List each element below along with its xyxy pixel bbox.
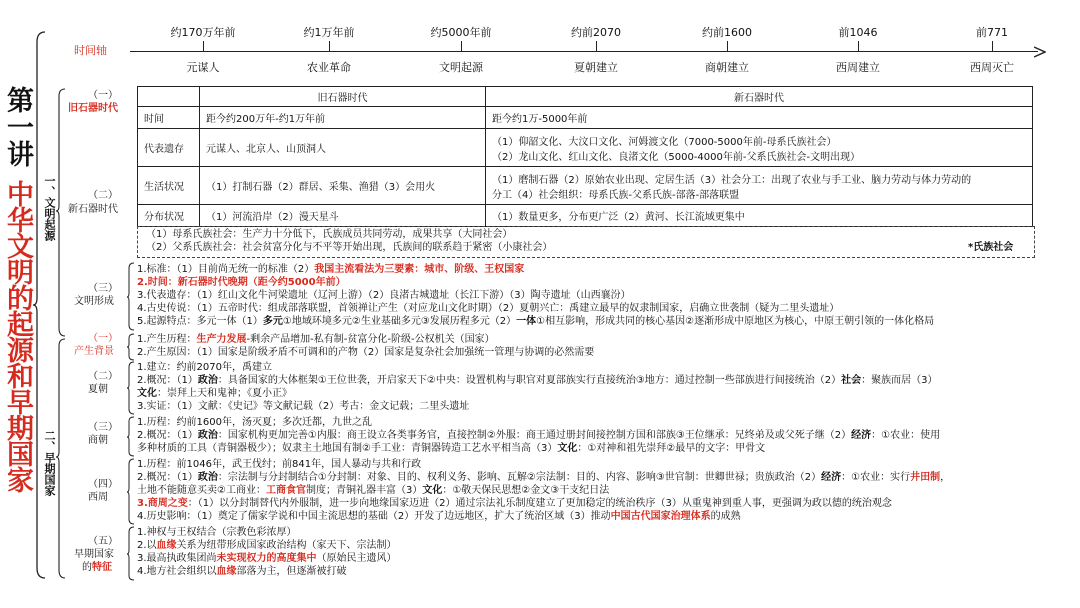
- bg-line1: [137, 334, 495, 346]
- xia-line2: [137, 375, 938, 387]
- civ-line3: 3.代表遗存：（1）红山文化牛河梁遗址（辽河上游）（2）良渚古城遗址（长江下游）（3）陶寺遗址（山西襄汾）: [137, 290, 631, 301]
- sub1-label: 旧石器时代: [68, 103, 118, 114]
- shang-economy: 经济: [851, 430, 872, 441]
- timeline-date: 前1046: [838, 26, 878, 39]
- sub2-num: （二）: [88, 190, 118, 201]
- feat-power: 未实现权力的高度集中: [216, 553, 317, 564]
- xia-culture-text: ：崇拜上天和鬼神；《夏小正》: [157, 388, 292, 399]
- new-cell: [486, 129, 1033, 167]
- feat-line3-c: （原始民主遗风）: [316, 553, 397, 564]
- zhou-overview: 2.概况：（1）: [137, 472, 198, 483]
- xia-line3: [137, 388, 292, 400]
- old-cell: （1）河流沿岸（2）漫天星斗: [200, 205, 486, 227]
- timeline-tick: [727, 41, 728, 51]
- timeline-event: 西周建立: [836, 61, 880, 74]
- civ-feature-c: ①地域环境多元②生业基础多元③发展历程多元（2）: [282, 316, 517, 327]
- new-cell-line: （1）仰韶文化、大汶口文化、河姆渡文化（7000-5000年前-母系氏族社会）: [492, 136, 837, 148]
- section1-bracket: [56, 88, 66, 338]
- xia-label: 夏朝: [88, 384, 108, 395]
- timeline-event: 夏朝建立: [574, 61, 618, 74]
- civ-line1: [137, 264, 524, 276]
- table-row: [138, 129, 1033, 167]
- feat-blood2: 血缘: [216, 566, 237, 577]
- feat-line2-c: 关系为纽带形成国家政治结构（家天下、宗法制）: [176, 540, 397, 551]
- shang-num: （三）: [88, 422, 118, 433]
- bg-line2: 2.产生原因：（1）国家是阶级矛盾不可调和的产物（2）国家是复杂社会加强统一管理与协调的必然需要: [137, 347, 595, 358]
- feat-line4-a: 4.地方社会组织以: [137, 566, 217, 577]
- new-cell-line: （1）磨制石器（2）原始农业出现、定居生活（3）社会分工：出现了农业与手工业、脑力劳动与体力劳动的: [492, 174, 972, 186]
- shang-economy-text: ：①农业：使用: [871, 430, 941, 441]
- lecture-title: 中华文明的起源和早期国家: [2, 180, 33, 492]
- zhou-line4: [137, 498, 892, 510]
- new-cell-line: （2）龙山文化、红山文化、良渚文化（5000-4000年前-父系氏族社会-文明出现）: [492, 151, 861, 163]
- sub3-bracket: [127, 262, 135, 332]
- zhou-shang-change: 3.商周之变: [137, 498, 188, 509]
- table-row: [138, 167, 1033, 205]
- feat-line2: [137, 540, 397, 552]
- new-cell: （1）数量更多，分布更广泛（2）黄河、长江流域更集中: [486, 205, 1033, 227]
- bg-label: 产生背景: [74, 346, 114, 357]
- shang-line1: 1.历程：约前1600年，汤灭夏；多次迁都，九世之乱: [137, 417, 372, 428]
- zhou-land: 土地不能随意买卖②工商业：: [137, 485, 266, 496]
- table-header-old: 旧石器时代: [200, 87, 486, 107]
- shang-politics: 政治: [197, 430, 218, 441]
- timeline-arrow-icon: [1034, 46, 1046, 58]
- civ-line4: 4.古史传说：（1）五帝时代：组成部落联盟，首领禅让产生（对应龙山文化时期）（2）夏朝兴亡：禹建立最早的奴隶制国家，启确立世袭制（疑为二里头遗址）: [137, 303, 840, 314]
- table-row: [138, 205, 1033, 227]
- zhou-official-trade: 工商食官: [265, 485, 306, 496]
- shang-overview: 2.概况：（1）: [137, 430, 198, 441]
- zhou-num: （四）: [88, 479, 118, 490]
- section2-label: 二、早期国家: [43, 430, 56, 496]
- shang-bracket: [127, 416, 135, 458]
- xia-society: 社会: [841, 375, 862, 386]
- old-cell: （1）打制石器（2）群居、采集、渔猎（3）会用火: [200, 167, 486, 205]
- zhou-label: 西周: [88, 492, 108, 503]
- sub1-num: （一）: [88, 90, 118, 101]
- feat-label2-feature: 特征: [92, 562, 112, 573]
- feat-line3: [137, 553, 397, 565]
- xia-line1: 1.建立：约前2070年，禹建立: [137, 362, 272, 373]
- xia-politics-text: ：具备国家的大体框架①王位世袭，开启家天下②中央：设置机构与职官对夏部族实行直接统治③地方：通过控制一些部族进行间接统治（2）: [217, 375, 842, 386]
- shang-tools: 多种材质的工具（青铜器极少）；奴隶主土地国有制②手工业：青铜器铸造工艺水平相当高（3）: [137, 443, 558, 454]
- bg-bracket: [127, 333, 135, 361]
- zhou-bracket: [127, 458, 135, 526]
- zhou-shang-change-text: ：（1）以分封制替代内外服制，进一步向地缘国家迈进（2）通过宗法礼乐制度建立了更加稳定的统治秩序（3）从重鬼神到重人事，更强调为政以德的统治观念: [187, 498, 892, 509]
- xia-culture: 文化: [137, 388, 157, 399]
- zhou-impact-end: 的成熟: [710, 511, 741, 522]
- civ-feature-a: 5.起源特点：多元一体（1）: [137, 316, 263, 327]
- shang-culture-text: ：①对神和祖先崇拜②最早的文字：甲骨文: [577, 443, 766, 454]
- zhou-line2: [137, 472, 950, 484]
- shang-label: 商朝: [88, 435, 108, 446]
- section2-bracket: [56, 338, 66, 580]
- bg-productivity: 生产力发展: [196, 334, 247, 345]
- feat-line4-c: 部落为主，但逐渐被打破: [236, 566, 347, 577]
- row-label: 时间: [138, 107, 200, 129]
- xia-society-text: ：聚族而居（3）: [861, 375, 938, 386]
- timeline-axis: [130, 51, 1038, 52]
- timeline-date: 约1万年前: [303, 26, 355, 39]
- timeline-date: 约5000年前: [430, 26, 492, 39]
- feat-blood: 血缘: [156, 540, 177, 551]
- zhou-well-field: 井田制: [910, 472, 941, 483]
- civ-feature-b: 多元: [262, 316, 283, 327]
- row-label: 分布状况: [138, 205, 200, 227]
- timeline-event: 西周灭亡: [970, 61, 1014, 74]
- civ-line2: 2.时间：新石器时代晚期（距今约5000年前）: [137, 277, 346, 288]
- xia-line4: 3.实证：（1）文献：《史记》等文献记载（2）考古：金文记载；二里头遗址: [137, 401, 470, 412]
- timeline-event: 农业革命: [307, 61, 351, 74]
- clan-line2: （2）父系氏族社会：社会贫富分化与不平等开始出现，氏族间的联系趋于紧密（小康社会）: [146, 242, 553, 253]
- timeline-tick: [203, 41, 204, 51]
- timeline-tick: [329, 41, 330, 51]
- lecture-number: 第一讲: [2, 86, 33, 167]
- zhou-line3: [137, 485, 609, 497]
- table-row: [138, 107, 1033, 129]
- comparison-table: [137, 86, 1033, 227]
- shang-politics-text: ：国家机构更加完善①内服：商王设立各类事务官，直接控制②外服：商王通过册封间接控制方国和部族③王位继承：兄终弟及或父死子继（2）: [217, 430, 852, 441]
- zhou-line1: 1.历程：前1046年，武王伐纣；前841年，国人暴动与共和行政: [137, 459, 422, 470]
- table-corner: [138, 87, 200, 107]
- zhou-economy-text: ：①农业：实行: [841, 472, 911, 483]
- zhou-comma: ，: [940, 472, 951, 483]
- xia-politics: 政治: [197, 375, 218, 386]
- zhou-economy: 经济: [821, 472, 842, 483]
- civ-line5: [137, 316, 934, 328]
- civ-feature-e: ①相互影响，形成共同的核心基因②逐渐形成中原地区为核心，中原王朝引领的一体化格局: [536, 316, 935, 327]
- feat-line3-a: 3.最高执政集团尚: [137, 553, 217, 564]
- shang-line3: [137, 443, 765, 455]
- feat-line4: [137, 566, 347, 578]
- feat-bracket: [127, 526, 135, 582]
- bg-process-rest: -剩余产品增加-私有制-贫富分化-阶级-公权机关（国家）: [246, 334, 495, 345]
- bg-num: （一）: [88, 333, 118, 344]
- xia-bracket: [127, 361, 135, 416]
- zhou-politics: 政治: [197, 472, 218, 483]
- civ-feature-d: 一体: [516, 316, 537, 327]
- feat-label2: [82, 562, 112, 574]
- xia-overview: 2.概况：（1）: [137, 375, 198, 386]
- timeline-date: 前771: [976, 26, 1008, 39]
- timeline-tick: [596, 41, 597, 51]
- zhou-culture: 文化: [422, 485, 443, 496]
- timeline-event: 商朝建立: [705, 61, 749, 74]
- section1-label: 一、文明起源: [43, 175, 56, 241]
- timeline-label: 时间轴: [74, 44, 107, 57]
- timeline-tick: [858, 41, 859, 51]
- timeline-date: 约170万年前: [170, 26, 236, 39]
- main-bracket: [33, 30, 47, 580]
- timeline-tick: [992, 41, 993, 51]
- zhou-governance: 中国古代国家治理体系: [610, 511, 711, 522]
- new-cell-line: 分工（4）社会组织：母系氏族-父系氏族-部落-部落联盟: [492, 189, 740, 201]
- timeline-event: 元谋人: [186, 61, 220, 74]
- zhou-bronze: 制度；青铜礼器丰富（3）: [305, 485, 423, 496]
- xia-num: （二）: [88, 371, 118, 382]
- civ-standard-view: 我国主流看法为三要素：城市、阶级、王权国家: [314, 264, 525, 275]
- old-cell: 距今约200万年-约1万年前: [200, 107, 486, 129]
- sub3-num: （三）: [88, 283, 118, 294]
- sub2-label: 新石器时代: [68, 204, 118, 215]
- clan-tag: *氏族社会: [968, 242, 1014, 253]
- timeline-event: 文明起源: [439, 61, 483, 74]
- shang-culture: 文化: [557, 443, 578, 454]
- table-header-new: 新石器时代: [486, 87, 1033, 107]
- new-cell: 距今约1万-5000年前: [486, 107, 1033, 129]
- timeline-date: 约前1600: [702, 26, 752, 39]
- civ-standard: 1.标准：（1）目前尚无统一的标准（2）: [137, 264, 315, 275]
- clan-line1: （1）母系氏族社会：生产力十分低下，氏族成员共同劳动，成果共享（大同社会）: [146, 229, 513, 240]
- row-label: 生活状况: [138, 167, 200, 205]
- row-label: 代表遗存: [138, 129, 200, 167]
- feat-num: （五）: [88, 536, 118, 547]
- feat-label1: 早期国家: [74, 549, 114, 560]
- old-cell: 元谋人、北京人、山顶洞人: [200, 129, 486, 167]
- feat-line1: 1.神权与王权结合（宗教色彩浓厚）: [137, 527, 297, 538]
- zhou-line5: [137, 511, 741, 523]
- zhou-politics-text: ：宗法制与分封制结合①分封制：对象、目的、权利义务、影响、瓦解②宗法制：目的、内容、影响③世官制：世卿世禄；贵族政治（2）: [217, 472, 822, 483]
- bg-process: 1.产生历程：: [137, 334, 197, 345]
- feat-label2-de: 的: [82, 562, 92, 573]
- sub3-label: 文明形成: [74, 296, 114, 307]
- feat-line2-a: 2.以: [137, 540, 157, 551]
- zhou-impact: 4.历史影响：（1）奠定了儒家学说和中国主流思想的基础（2）开发了边远地区，扩大了统治区域（3）推动: [137, 511, 611, 522]
- shang-line2: [137, 430, 940, 442]
- timeline-tick: [461, 41, 462, 51]
- zhou-culture-text: ：①敬天保民思想②金文③干支纪日法: [442, 485, 610, 496]
- timeline-date: 约前2070: [571, 26, 621, 39]
- new-cell: [486, 167, 1033, 205]
